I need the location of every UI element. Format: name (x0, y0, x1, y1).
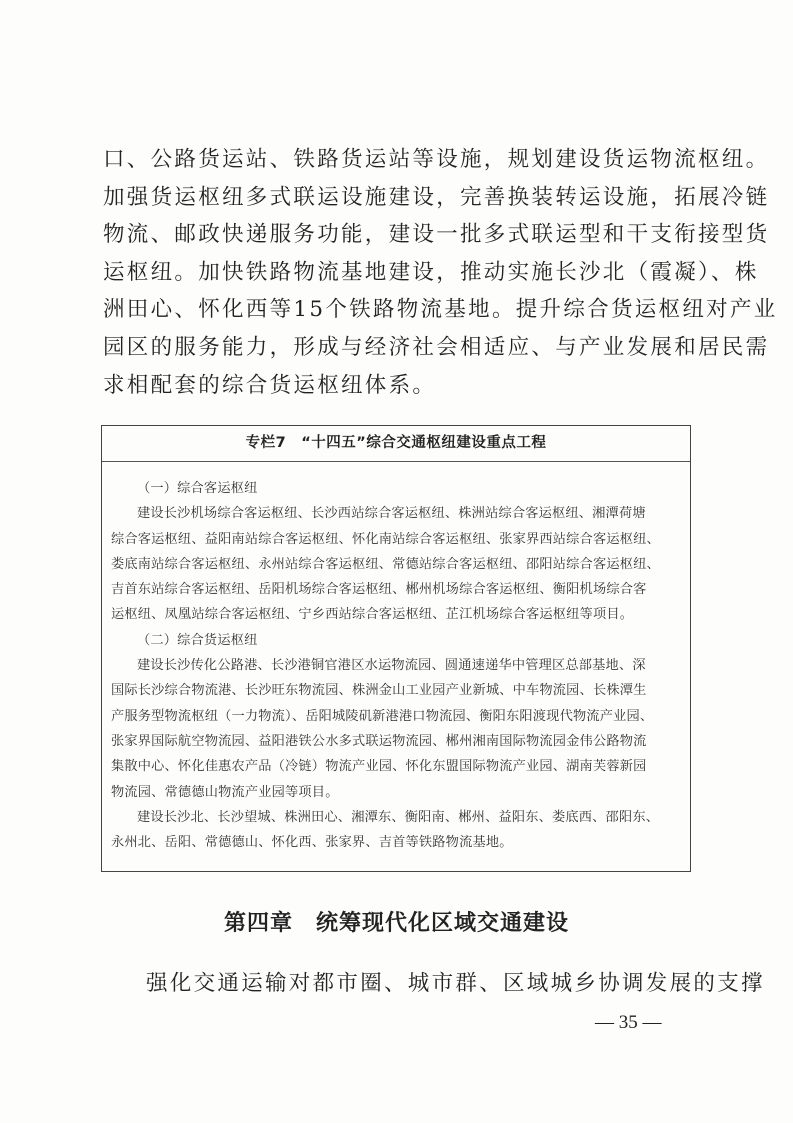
paragraph-line: 运枢纽。加快铁路物流基地建设，推动实施长沙北（霞凝）、株 (103, 259, 759, 285)
box-line: 集散中心、怀化佳惠农产品（冷链）物流产业园、怀化东盟国际物流产业园、湖南芙蓉新园 (111, 759, 647, 775)
box-line: 建设长沙北、长沙望城、株洲田心、湘潭东、衡阳南、郴州、益阳东、娄底西、邵阳东、 (137, 809, 660, 825)
box-title: 专栏7 “十四五”综合交通枢纽建设重点工程 (102, 426, 690, 462)
closing-paragraph: 强化交通运输对都市圈、城市群、区域城乡协调发展的支撑 (146, 971, 765, 996)
box-line: 国际长沙综合物流港、长沙旺东物流园、株洲金山工业园产业新城、中车物流园、长株潭生 (111, 683, 647, 699)
box-line: （一）综合客运枢纽 (137, 481, 258, 496)
feature-box (101, 425, 691, 872)
intro-paragraph (103, 141, 778, 404)
box-line: 综合客运枢纽、益阳南站综合客运枢纽、怀化南站综合客运枢纽、张家界西站综合客运枢纽、 (111, 531, 660, 547)
box-line: 张家界国际航空物流园、益阳港铁公水多式联运物流园、郴州湘南国际物流园金伟公路物流 (111, 733, 647, 749)
paragraph-line: 洲田心、怀化西等15个铁路物流基地。提升综合货运枢纽对产业 (103, 297, 778, 323)
box-line: 娄底南站综合客运枢纽、永州站综合客运枢纽、常德站综合客运枢纽、邵阳站综合客运枢纽、 (111, 556, 660, 572)
chapter-title: 第四章 统筹现代化区域交通建设 (223, 911, 569, 936)
box-line: 运枢纽、凤凰站综合客运枢纽、宁乡西站综合客运枢纽、芷江机场综合客运枢纽等项目。 (111, 607, 634, 623)
box-line: 产服务型物流枢纽（一力物流）、岳阳城陵矶新港港口物流园、衡阳东阳渡现代物流产业园、 (111, 708, 654, 724)
paragraph-line: 园区的服务能力，形成与经济社会相适应、与产业发展和居民需 (103, 334, 770, 360)
box-line: 永州北、岳阳、常德德山、怀化西、张家界、吉首等铁路物流基地。 (111, 835, 513, 851)
paragraph-line: 加强货运枢纽多式联运设施建设，完善换装转运设施，拓展冷链 (103, 184, 770, 210)
box-line: 建设长沙传化公路港、长沙港铜官港区水运物流园、圆通速递华中管理区总部基地、深 (137, 658, 646, 674)
paragraph-line: 物流、邮政快递服务功能，建设一批多式联运型和干支衔接型货 (103, 222, 770, 248)
paragraph-line: 口、公路货运站、铁路货运站等设施，规划建设货运物流枢纽。 (103, 147, 770, 172)
box-line: 吉首东站综合客运枢纽、岳阳机场综合客运枢纽、郴州机场综合客运枢纽、衡阳机场综合客 (111, 582, 647, 598)
paragraph-line: 求相配套的综合货运枢纽体系。 (103, 372, 437, 398)
box-body (111, 476, 685, 855)
page-number: — 35 — (595, 1012, 662, 1033)
box-line: （二）综合货运枢纽 (137, 632, 258, 648)
box-line: 物流园、常德德山物流产业园等项目。 (111, 784, 339, 800)
box-line: 建设长沙机场综合客运枢纽、长沙西站综合客运枢纽、株洲站综合客运枢纽、湘潭荷塘 (137, 506, 646, 522)
